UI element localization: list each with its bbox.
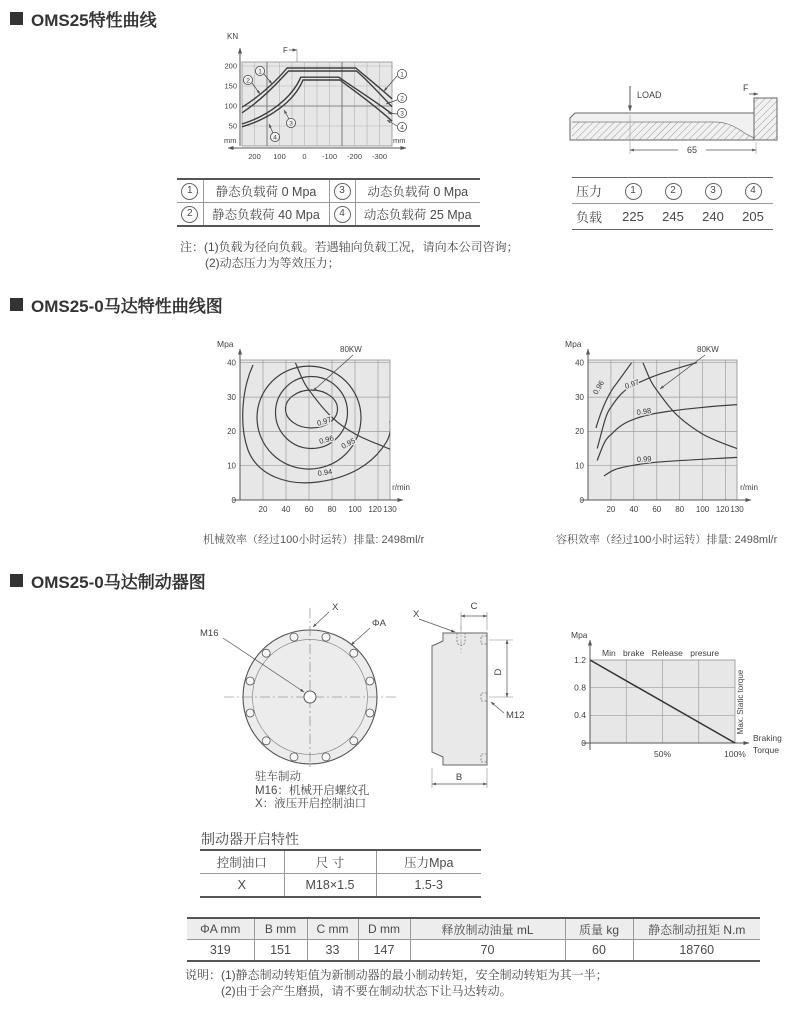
x-tick-labels: [606, 505, 744, 514]
svg-text:1: 1: [258, 68, 262, 76]
m16-note: M16：机械开启螺纹孔: [255, 784, 370, 797]
section2-title-text: OMS25-0马达特性曲线图: [31, 297, 223, 316]
cell-value: 33: [307, 940, 358, 962]
svg-text:10: 10: [227, 461, 236, 471]
section-bullet: [10, 574, 23, 587]
brake-front-notes: [255, 771, 369, 812]
svg-text:0.95: 0.95: [339, 435, 357, 451]
cell-value: 60: [565, 940, 633, 962]
badge-4-left: [270, 132, 279, 141]
badge-2: 2: [181, 206, 198, 223]
max-static-torque-label: Max. Static torque: [736, 669, 745, 735]
shaft-hatch: [572, 122, 754, 140]
x-axis-label: r/min: [740, 483, 758, 492]
load-value: 225: [622, 209, 644, 224]
mechanical-efficiency-chart: [203, 333, 415, 523]
badge-1-right: [397, 69, 406, 78]
svg-text:10: 10: [575, 461, 584, 471]
svg-text:0: 0: [579, 496, 584, 505]
table-row: [572, 204, 773, 230]
svg-text:40: 40: [227, 358, 236, 368]
section3-title: [10, 568, 206, 593]
section1-note-2: (2)动态压力为等效压力；: [205, 256, 340, 270]
section3-title-text: OMS25-0马达制动器图: [31, 573, 206, 592]
load-legend-table: [177, 178, 480, 227]
y-axis-label: Mpa: [217, 339, 234, 349]
badge-4-right: [397, 122, 406, 131]
x-port-note: X：液压开启控制油口: [255, 798, 367, 810]
x-tick-labels: [259, 505, 398, 514]
cell-size: M18×1.5: [284, 874, 376, 898]
cell-value: 147: [358, 940, 410, 962]
load-label: LOAD: [637, 90, 662, 100]
row-header: 负载: [576, 210, 603, 225]
svg-text:0.99: 0.99: [636, 454, 652, 464]
col-header: 控制油口: [200, 850, 284, 874]
badge-4: 4: [334, 206, 351, 223]
x-tick-labels: [248, 152, 387, 161]
badge-1-left: [255, 66, 264, 75]
x-axis-label-1: Braking: [753, 733, 782, 743]
svg-text:20: 20: [575, 427, 584, 436]
svg-text:0: 0: [231, 496, 236, 505]
svg-text:80: 80: [675, 505, 685, 514]
legend-text: 动态负载荷 25 Mpa: [355, 203, 480, 227]
m12-label: M12: [506, 710, 525, 721]
cell-value: 70: [410, 940, 565, 962]
svg-text:30: 30: [575, 393, 584, 402]
col-header: 尺 寸: [284, 850, 376, 874]
svg-text:4: 4: [400, 124, 404, 132]
brake-release-chart: [557, 610, 793, 765]
x-port-label: X: [413, 609, 420, 620]
center-hole: [304, 691, 316, 703]
svg-text:120: 120: [715, 505, 730, 514]
cell-pressure: 1.5-3: [376, 874, 481, 898]
svg-text:50: 50: [228, 121, 237, 131]
dim-c-label: C: [470, 601, 478, 612]
svg-text:20: 20: [606, 505, 616, 514]
dimensions-table: [187, 917, 760, 962]
chart-grid: [240, 360, 390, 500]
badge-2-left: [243, 75, 252, 84]
svg-text:3: 3: [289, 120, 293, 128]
svg-text:1.2: 1.2: [574, 655, 586, 665]
svg-text:4: 4: [273, 134, 277, 142]
y-tick-labels: [574, 655, 586, 748]
volumetric-efficiency-caption: 容积效率（经过100小时运转）排量: 2498ml/r: [556, 534, 778, 546]
section-bullet: [10, 298, 23, 311]
svg-text:-300: -300: [371, 152, 388, 161]
m16-label: M16: [200, 628, 219, 639]
note-text: (1)静态制动转矩值为新制动器的最小制动转矩，安全制动转矩为其一半；: [221, 968, 608, 982]
diameter-a-leader: [351, 628, 370, 645]
section1-note-1: [180, 238, 519, 255]
row-header: 压力: [572, 178, 613, 204]
svg-text:2: 2: [246, 77, 250, 85]
m12-leader: [491, 702, 504, 713]
y-axis-label: Mpa: [565, 339, 582, 349]
section1-title-text: OMS25特性曲线: [31, 11, 157, 30]
y-tick-labels: [227, 359, 236, 506]
section1-title: [10, 6, 157, 31]
svg-text:0.4: 0.4: [574, 710, 586, 720]
cell-value: 18760: [633, 940, 760, 962]
cell-port: X: [237, 878, 246, 892]
legend-text: 静态负载荷 40 Mpa: [203, 203, 329, 227]
opener-table: [200, 849, 481, 898]
chart-grid: [588, 360, 737, 500]
shaft-load-diagram: [558, 72, 793, 167]
pressure-load-table: [572, 177, 773, 230]
note-prefix: 说明：: [185, 968, 222, 982]
load-value: 205: [742, 209, 764, 224]
note-prefix: 注：: [180, 240, 205, 254]
badge-3-right: [397, 108, 406, 117]
col-header: 质量 kg: [565, 918, 633, 940]
dim-65: 65: [686, 145, 698, 155]
table-row: [200, 850, 481, 874]
badge-3: 3: [334, 183, 351, 200]
dim-b-label: B: [455, 772, 463, 783]
svg-text:60: 60: [304, 505, 314, 514]
table-row: [572, 178, 773, 204]
force-label: F: [283, 46, 288, 55]
svg-text:130: 130: [383, 505, 397, 514]
force-label: F: [743, 83, 749, 93]
svg-text:20: 20: [227, 427, 236, 436]
load-offset-chart: [222, 26, 427, 176]
col-header: 释放制动油量 mL: [410, 918, 565, 940]
brake-side-view: [403, 596, 538, 796]
section-bullet: [10, 12, 23, 25]
svg-text:1: 1: [400, 71, 404, 79]
col-header: 压力Mpa: [376, 850, 481, 874]
col-header: B mm: [254, 918, 307, 940]
table-row: [187, 940, 760, 962]
table-header-row: [187, 918, 760, 940]
section3-note-1: [185, 966, 608, 983]
mechanical-efficiency-caption: 机械效率（经过100小时运转）排量: 2498ml/r: [203, 534, 425, 546]
svg-text:0.96: 0.96: [318, 433, 335, 446]
load-value: 245: [662, 209, 684, 224]
cell-value: 151: [254, 940, 307, 962]
svg-text:0.97: 0.97: [623, 377, 641, 391]
parking-brake-note: 驻车制动: [255, 771, 301, 783]
y-tick-labels: [575, 359, 584, 506]
svg-text:40: 40: [629, 505, 639, 514]
svg-text:200: 200: [224, 61, 237, 71]
svg-text:60: 60: [652, 505, 662, 514]
y-axis-label: KN: [227, 32, 239, 41]
y-axis-label: Mpa: [571, 630, 588, 640]
svg-text:80: 80: [327, 505, 337, 514]
x-leader: [419, 619, 455, 632]
power-label: 80KW: [340, 345, 362, 354]
x-leader: [313, 612, 329, 627]
col-header: D mm: [358, 918, 410, 940]
x-port-label: X: [332, 602, 339, 613]
section2-title: [10, 292, 223, 317]
svg-text:100: 100: [348, 505, 362, 514]
cell-value: 319: [209, 943, 231, 957]
svg-text:0.98: 0.98: [636, 406, 652, 417]
svg-text:0: 0: [302, 152, 307, 161]
svg-text:40: 40: [281, 505, 291, 514]
svg-text:200: 200: [248, 152, 261, 161]
badge-2-right: [397, 93, 406, 102]
col-header: 静态制动扭矩 N.m: [633, 918, 760, 940]
badge-1: 1: [625, 183, 642, 200]
note-text: (1)负载为径向负载。若遇轴向负载工况，请向本公司咨询；: [204, 240, 519, 254]
svg-text:100: 100: [273, 152, 286, 161]
svg-text:100: 100: [695, 505, 710, 514]
power-label: 80KW: [697, 345, 719, 354]
svg-text:30: 30: [227, 393, 236, 402]
x-unit-right: mm: [393, 136, 406, 145]
svg-text:50%: 50%: [653, 749, 672, 759]
svg-text:40: 40: [575, 358, 584, 368]
dim-d-label: D: [493, 668, 504, 676]
table-row: [177, 203, 480, 227]
svg-text:100: 100: [224, 101, 237, 111]
svg-text:0.94: 0.94: [317, 467, 333, 478]
x-tick-labels: [654, 749, 746, 759]
x-axis-label: r/min: [392, 483, 410, 492]
badge-3-left: [286, 118, 295, 127]
table-row: [177, 179, 480, 203]
chart-inner-title: Min brake Release presure: [602, 648, 720, 658]
svg-text:0.97: 0.97: [315, 414, 333, 428]
svg-text:130: 130: [730, 505, 744, 514]
svg-text:0.8: 0.8: [574, 682, 586, 693]
badge-2: 2: [665, 183, 682, 200]
section3-note-2: (2)由于会产生磨损，请不要在制动状态下让马达转动。: [221, 984, 512, 998]
x-axis-label-2: Torque: [753, 745, 779, 755]
badge-4: 4: [745, 183, 762, 200]
opener-table-title: 制动器开启特性: [201, 831, 299, 847]
svg-text:2: 2: [400, 95, 404, 103]
svg-text:-100: -100: [321, 152, 338, 161]
shoulder-block: [754, 98, 777, 140]
svg-text:120: 120: [368, 505, 382, 514]
col-header: C mm: [307, 918, 358, 940]
legend-text: 动态负载荷 0 Mpa: [355, 179, 480, 203]
svg-text:150: 150: [224, 81, 237, 91]
volumetric-efficiency-chart: [553, 333, 793, 523]
col-header: ΦA mm: [187, 918, 254, 940]
svg-text:20: 20: [258, 505, 268, 514]
svg-text:0: 0: [581, 738, 586, 748]
load-value: 240: [702, 209, 724, 224]
legend-text: 静态负载荷 0 Mpa: [203, 179, 329, 203]
svg-text:-200: -200: [346, 152, 363, 161]
svg-text:100%: 100%: [724, 749, 746, 759]
diameter-a-label: ΦA: [372, 618, 386, 629]
table-row: [200, 874, 481, 898]
x-unit-left: mm: [224, 136, 237, 145]
svg-text:0.96: 0.96: [590, 378, 607, 396]
svg-text:3: 3: [400, 110, 404, 118]
badge-1: 1: [181, 183, 198, 200]
brake-body: [432, 633, 487, 765]
badge-3: 3: [705, 183, 722, 200]
y-tick-labels: [224, 62, 237, 131]
